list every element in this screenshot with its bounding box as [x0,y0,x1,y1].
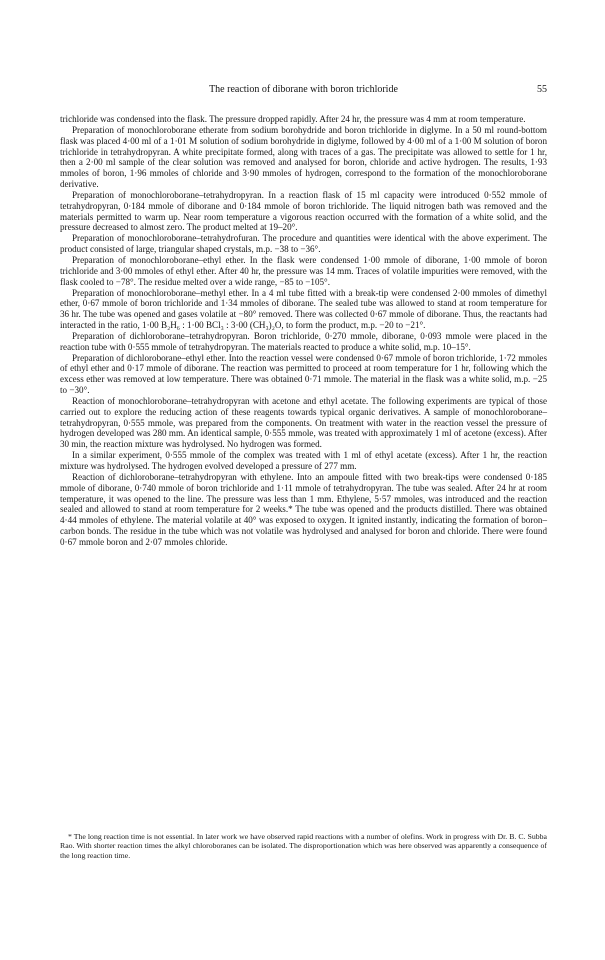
running-title: The reaction of diborane with boron trichloride [209,84,398,95]
running-header [60,84,547,98]
paragraph: Preparation of dichloroborane–ethyl ether. Into the reaction vessel were condensed 0·67 mmole of boron trichloride, 1·72 mmoles of ethyl ether and 0·17 mmole of diborane. The reaction was permitted to proceed at room temperature for 1 hr, following which the excess ether was removed at low temperature. There was obtained 0·71 mmole. The material in the flask was a white solid, m.p. −25 to −30°. [60,352,547,396]
paragraph: Reaction of monochloroborane–tetrahydropyran with acetone and ethyl acetate. The following experiments are typical of those carried out to explore the reducing action of these reagents towards typical organic derivatives. A sample of monochloroborane–tetrahydropyran, 0·555 mmole, was prepared from the components. On treatment with water in the reaction vessel the pressure of hydrogen developed was 280 mm. An identical sample, 0·555 mmole, was treated with approximately 1 ml of acetone (excess). After 30 min, the reaction mixture was hydrolysed. No hydrogen was formed. [60,395,547,450]
paragraph: Preparation of monochloroborane–tetrahydropyran. In a reaction flask of 15 ml capacity were introduced 0·552 mmole of tetrahydropyran, 0·184 mmole of diborane and 0·184 mmole of boron trichloride. The liquid nitrogen bath was removed and the materials permitted to warm up. Near room temperature a vigorous reaction occurred with the formation of a white solid, and the pressure decreased to almost zero. The product melted at 19–20°. [60,189,547,233]
paragraph: Preparation of monochloroborane–ethyl ether. In the flask were condensed 1·00 mmole of diborane, 1·00 mmole of boron trichloride and 3·00 mmoles of ethyl ether. After 40 hr, the pressure was 14 mm. Traces of volatile impurities were removed, with the flask cooled to −78°. The residue melted over a wide range, −85 to −105°. [60,254,547,287]
paragraph: trichloride was condensed into the flask. The pressure dropped rapidly. After 24 hr, the pressure was 4 mm at room temperature. [60,114,526,124]
paragraph: Preparation of dichloroborane–tetrahydropyran. Boron trichloride, 0·270 mmole, diborane, 0·093 mmole were placed in the reaction tube with 0·555 mmole of tetrahydropyran. The materials reacted to produce a white solid, m.p. 10–15°. [60,330,547,352]
page-number: 55 [537,84,547,95]
footnote [60,832,547,860]
article-body [60,114,547,548]
paragraph: Preparation of monochloroborane etherate from sodium borohydride and boron trichloride in diglyme. In a 50 ml round-bottom flask was placed 4·00 ml of a 1·01 M solution of sodium borohydride in diglyme, followed by 4·00 ml of a 1·00 M solution of boron trichloride in tetrahydropyran. A white precipitate formed, along with traces of a gas. The precipitate was allowed to settle for 1 hr, then a 2·00 ml sample of the clear solution was removed and analysed for boron, chloride and active hydrogen. The results, 1·93 mmoles of boron, 1·96 mmoles of chloride and 3·90 mmoles of hydrogen, correspond to the formation of the monochloroborane derivative. [60,124,547,190]
footnote-text: * The long reaction time is not essential. In later work we have observed rapid reactions with a number of olefins. Work in progress with Dr. B. C. Subba Rao. With shorter reaction times the alkyl chloroboranes can be isolated. The disproportionation which was here observed was apparently a consequence of the long reaction time. [60,832,547,860]
paragraph: Preparation of monochloroborane–methyl ether. In a 4 ml tube fitted with a break-tip were condensed 2·00 mmoles of dimethyl ether, 0·67 mmole of boron trichloride and 1·34 mmoles of diborane. The sealed tube was allowed to stand at room temperature for 36 hr. The tube was opened and gases volatile at −80° removed. There was collected 0·67 mmole of diborane. Thus, the reactants had interacted in the ratio, 1·00 B₂H₆ : 1·00 BCl₃ : 3·00 (CH₃)₂O, to form the product, m.p. −20 to −21°. [60,287,547,331]
paragraph: In a similar experiment, 0·555 mmole of the complex was treated with 1 ml of ethyl acetate (excess). After 1 hr, the reaction mixture was hydrolysed. The hydrogen evolved developed a pressure of 277 mm. [60,450,547,471]
paragraph: Reaction of dichloroborane–tetrahydropyran with ethylene. Into an ampoule fitted with two break-tips were condensed 0·185 mmole of diborane, 0·740 mmole of boron trichloride and 1·11 mmole of tetrahydropyran. The tube was sealed. After 24 hr at room temperature, it was opened to the line. The pressure was less than 1 mm. Ethylene, 5·57 mmoles, was introduced and the reaction sealed and allowed to stand at room temperature for 2 weeks.* The tube was opened and the products distilled. There was obtained 4·44 mmoles of ethylene. The material volatile at 40° was exposed to oxygen. It ignited instantly, indicating the formation of boron–carbon bonds. The residue in the tube which was not volatile was hydrolysed and analysed for boron and chloride. There were found 0·67 mmole boron and 2·07 mmoles chloride. [60,471,547,547]
paragraph: Preparation of monochloroborane–tetrahydrofuran. The procedure and quantities were identical with the above experiment. The product consisted of large, triangular shaped crystals, m.p. −38 to −36°. [60,233,547,255]
